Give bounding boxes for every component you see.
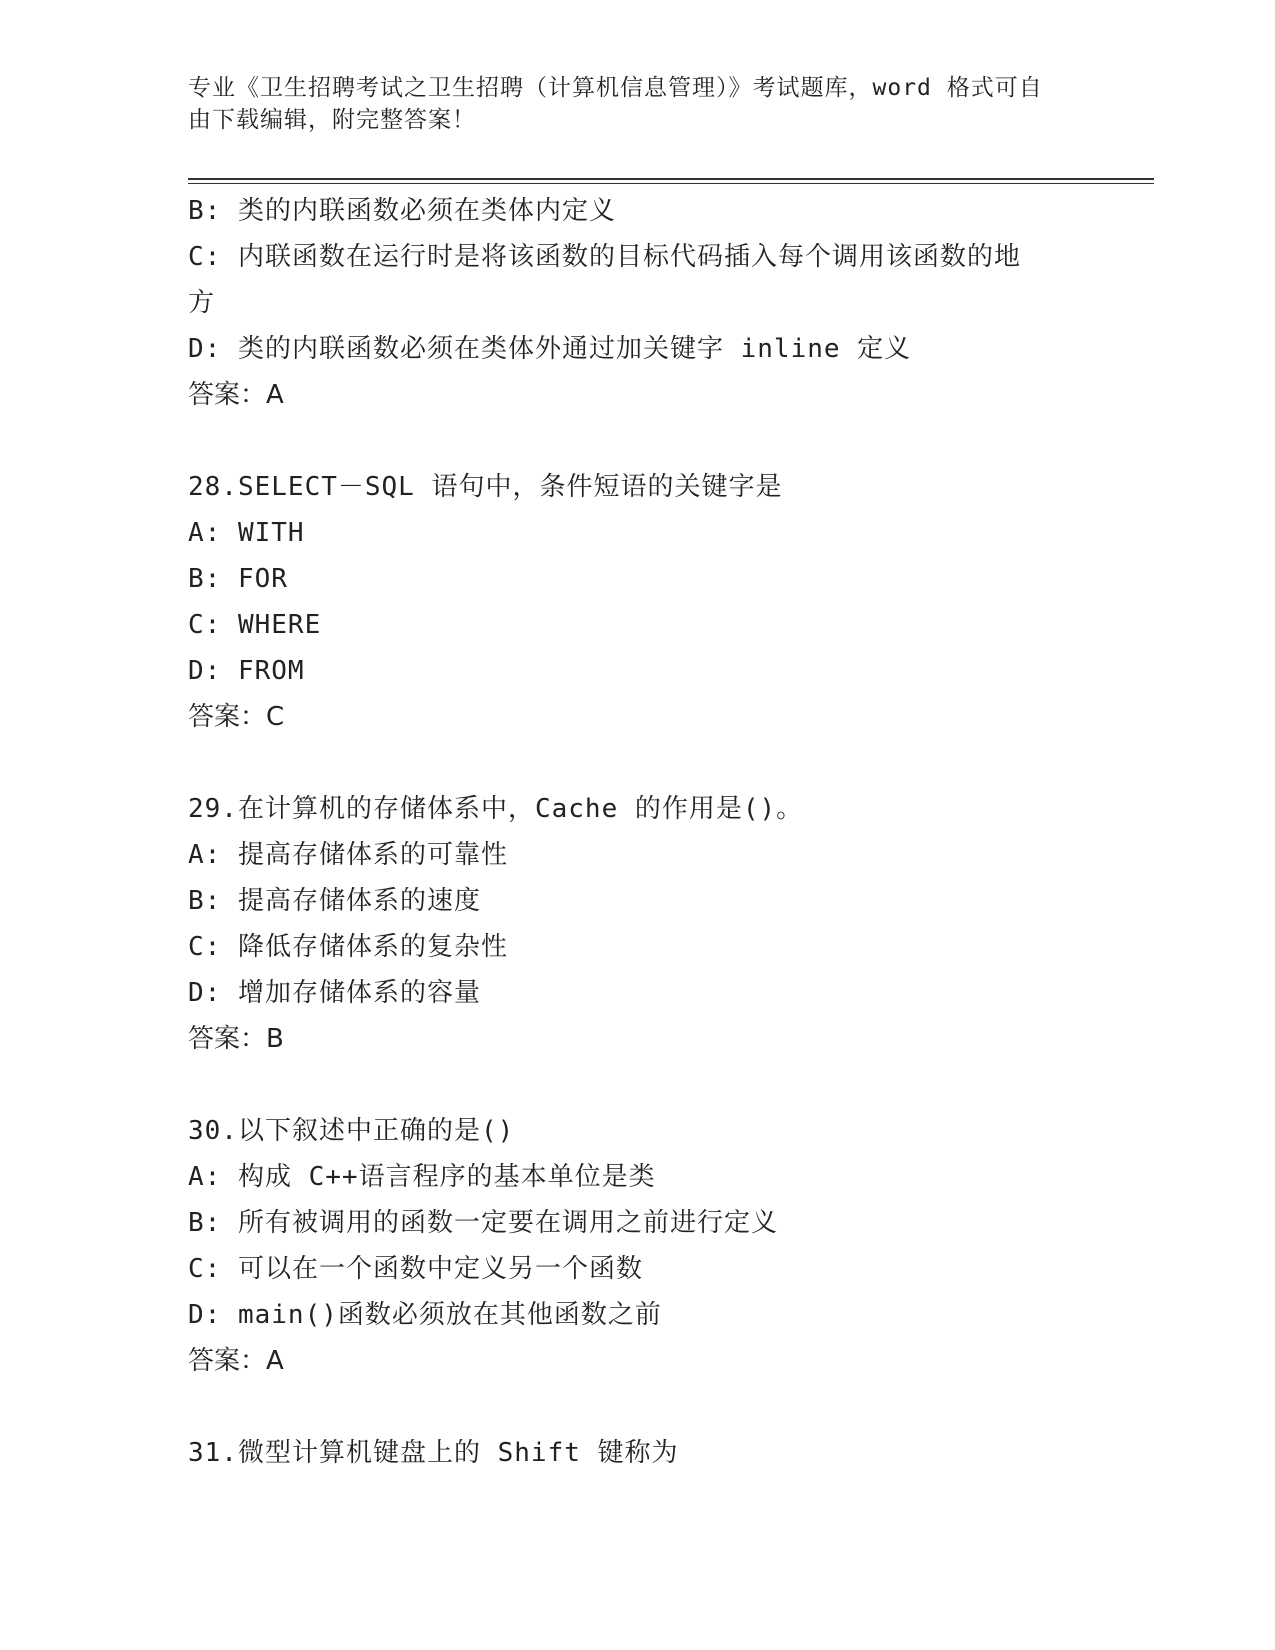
option-d: D: 类的内联函数必须在类体外通过加关键字 inline 定义 [188, 334, 912, 364]
spacer [188, 740, 1088, 786]
question-block-31 [188, 1430, 1088, 1476]
option-a: A: 构成 C++语言程序的基本单位是类 [188, 1162, 656, 1192]
question-block-prev [188, 188, 1088, 418]
option-b: B: 类的内联函数必须在类体内定义 [188, 196, 616, 226]
option-b: B: 提高存储体系的速度 [188, 886, 481, 916]
option-c: C: 降低存储体系的复杂性 [188, 932, 508, 962]
spacer [188, 1384, 1088, 1430]
spacer [188, 418, 1088, 464]
option-c: C: 内联函数在运行时是将该函数的目标代码插入每个调用该函数的地 [188, 242, 1021, 272]
question-block-30 [188, 1108, 1088, 1384]
answer-line: 答案：C [188, 702, 285, 732]
option-c: C: 可以在一个函数中定义另一个函数 [188, 1254, 643, 1284]
option-a: A: 提高存储体系的可靠性 [188, 840, 508, 870]
answer-line: 答案：A [188, 1346, 284, 1376]
question-stem: 31.微型计算机键盘上的 Shift 键称为 [188, 1438, 679, 1468]
spacer [188, 1062, 1088, 1108]
option-d: D: 增加存储体系的容量 [188, 978, 481, 1008]
header-divider-thin [188, 183, 1154, 184]
option-d: D: main()函数必须放在其他函数之前 [188, 1300, 662, 1330]
question-block-28 [188, 464, 1088, 740]
header-line-1: 专业《卫生招聘考试之卫生招聘（计算机信息管理）》考试题库，word 格式可自 [188, 75, 1043, 101]
question-list [188, 188, 1088, 1476]
document-header [188, 72, 1068, 136]
question-stem: 28.SELECT－SQL 语句中，条件短语的关键字是 [188, 472, 783, 502]
question-block-29 [188, 786, 1088, 1062]
answer-line: 答案：A [188, 380, 284, 410]
option-c: C: WHERE [188, 610, 322, 640]
option-b: B: 所有被调用的函数一定要在调用之前进行定义 [188, 1208, 778, 1238]
option-b: B: FOR [188, 564, 288, 594]
question-stem: 29.在计算机的存储体系中，Cache 的作用是()。 [188, 794, 804, 824]
option-d: D: FROM [188, 656, 305, 686]
option-c-continued: 方 [188, 288, 216, 318]
answer-line: 答案：B [188, 1024, 284, 1054]
option-a: A: WITH [188, 518, 305, 548]
question-stem: 30.以下叙述中正确的是() [188, 1116, 515, 1146]
header-line-2: 由下载编辑，附完整答案！ [188, 107, 476, 133]
header-divider-thick [188, 178, 1154, 180]
